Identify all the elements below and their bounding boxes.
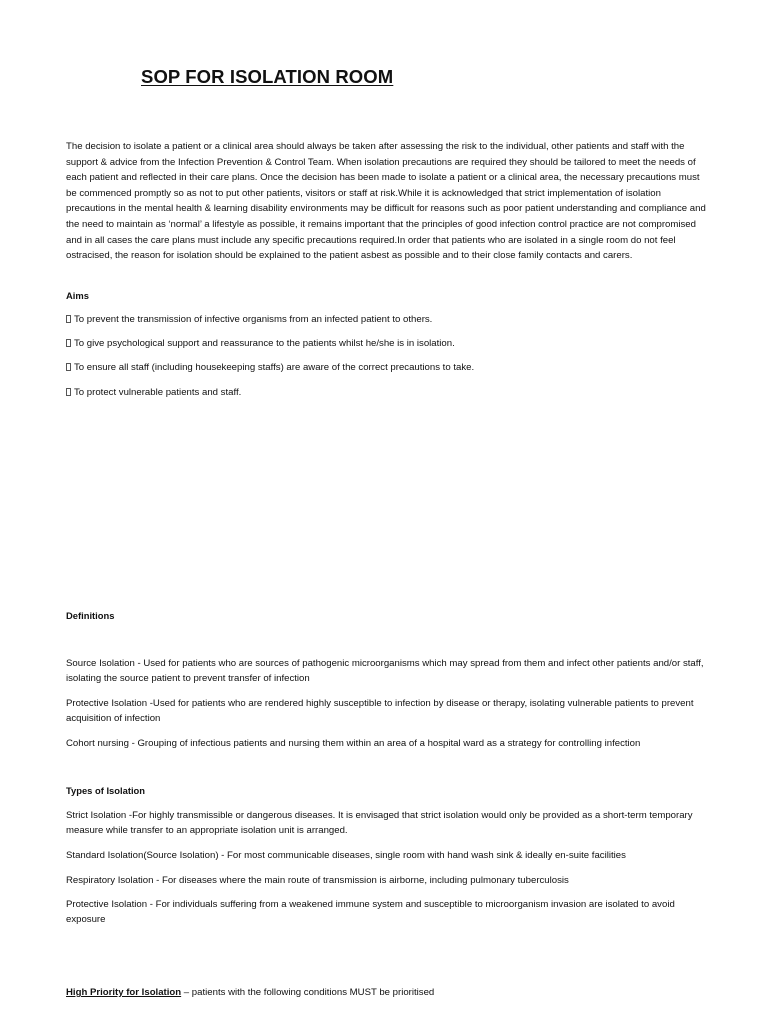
bullet-icon	[66, 339, 71, 347]
high-priority-label: High Priority for Isolation	[66, 987, 182, 998]
aims-heading: Aims	[66, 290, 89, 301]
isolation-type-item: Protective Isolation - For individuals suffering from a weakened immune system and susceptible to microorganism invasion are isolated to avoid exposure	[66, 899, 675, 926]
types-heading: Types of Isolation	[66, 785, 145, 796]
aims-item: To ensure all staff (including housekeeping staffs) are aware of the correct precautions to take.	[66, 360, 706, 375]
isolation-type-item: Strict Isolation -For highly transmissible or dangerous diseases. It is envisaged that strict isolation would only be provided as a short-term temporary measure while transfer to an appropriate isolation unit is arranged.	[66, 810, 693, 837]
definitions-heading: Definitions	[66, 610, 115, 621]
aims-item: To protect vulnerable patients and staff.	[66, 385, 706, 400]
bullet-icon	[66, 363, 71, 371]
aims-item: To prevent the transmission of infective organisms from an infected patient to others.	[66, 312, 706, 327]
isolation-type-item: Standard Isolation(Source Isolation) - For most communicable diseases, single room with hand wash sink & ideally en-suite facilities	[66, 850, 626, 861]
definition-item: Cohort nursing - Grouping of infectious patients and nursing them within an area of a hospital ward as a strategy for controlling infection	[66, 738, 641, 749]
document-title: SOP FOR ISOLATION ROOM	[141, 66, 394, 87]
intro-paragraph: The decision to isolate a patient or a clinical area should always be taken after assessing the risk to the individual, other patients and staff with the support & advice from the Infection Prevention & Control Team. When isolation precautions are required they should be tailored to meet the needs of each patient and reflected in their care plans. Once the decision has been made to isolate a patient or a clinical area, the necessary precautions must be commenced promptly so as not to put other patients, visitors or staff at risk.While it is acknowledged that strict implementation of isolation precautions in the mental health & learning disability environments may be difficult for reasons such as poor patient understanding and compliance and the need to maintain as ‘normal’ a lifestyle as possible, it remains important that the principles of good infection control practice are not compromised and in all cases the care plans must include any specific precautions required.In order that patients who are isolated in a single room do not feel ostracised, the reason for isolation should be explained to the patient asbest as possible and to their close family contacts and carers.	[66, 141, 706, 262]
definition-item: Source Isolation - Used for patients who are sources of pathogenic microorganisms which may spread from them and infect other patients and/or staff, isolating the source patient to prevent transfer of infection	[66, 658, 704, 685]
isolation-type-item: Respiratory Isolation - For diseases where the main route of transmission is airborne, including pulmonary tuberculosis	[66, 875, 569, 886]
bullet-icon	[66, 315, 71, 323]
aims-item: To give psychological support and reassurance to the patients whilst he/she is in isolation.	[66, 336, 706, 351]
definition-item: Protective Isolation -Used for patients who are rendered highly susceptible to infection by disease or therapy, isolating vulnerable patients to prevent acquisition of infection	[66, 698, 694, 725]
high-priority-line	[66, 985, 706, 1000]
bullet-icon	[66, 388, 71, 396]
high-priority-text: – patients with the following conditions MUST be prioritised	[181, 987, 435, 998]
